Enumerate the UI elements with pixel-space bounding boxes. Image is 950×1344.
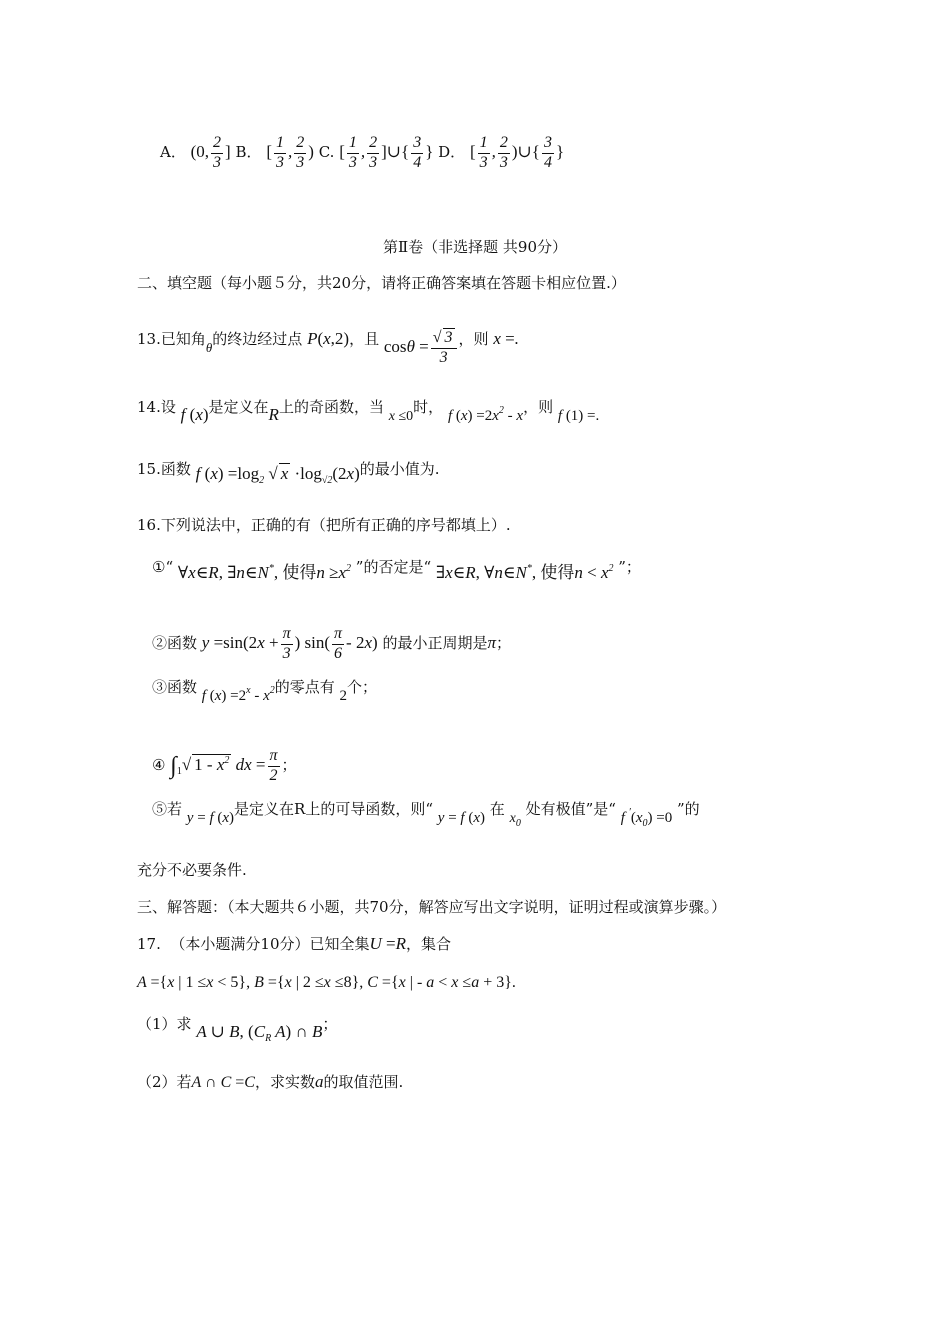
s3-count: 2 <box>339 688 348 704</box>
q17-part-2 <box>137 1073 403 1091</box>
q14-R: R <box>268 405 279 424</box>
q14-def: f $(x) =2x^2 - x$ <box>447 405 524 424</box>
q14-answer: f (1) =. <box>557 408 600 424</box>
s5-text-2: 在 <box>489 800 505 818</box>
q16-statement-1: ①“ ∀x∈R, ∃n∈N*, 使得$n \ge x^2$ ”的否定是“ ∃x∈R, ∀n∈N*, 使得$n < x^2$ ”； <box>152 558 641 582</box>
s5-function-2: y = f (x) <box>437 810 486 826</box>
q17-part-1: （1）求 A ∪ B, ($C_R$ A) ∩ B； <box>137 1015 338 1044</box>
question-15 <box>137 460 440 486</box>
q17-text-1: （本小题满分10分）已知全集 <box>170 935 370 953</box>
q17-part-1-math: A ∪ B, ($C_R$ A) ∩ B <box>196 1022 323 1044</box>
s1-proposition: ∀x∈R, ∃n∈N*, 使得$n \ge x^2$ <box>177 563 351 582</box>
q13-text-3: ，且 <box>349 330 380 349</box>
s3-text-1: 的零点有 <box>274 678 335 696</box>
answer-choices <box>160 135 564 172</box>
q17-part-1-text: （1）求 <box>137 1015 192 1033</box>
q17-text-2: ，集合 <box>406 935 452 953</box>
q14-text-1: 设 <box>160 398 176 416</box>
section2-title: 第Ⅱ卷（非选择题 共90分） <box>382 238 568 256</box>
q16-statement-4: ④ $\int_1√$ $1 - x^2$ dx = $\frac{\pi}{2}$ ； <box>152 747 297 784</box>
s5-x0: $x_0$ <box>509 811 521 829</box>
q15-number: 15. <box>137 460 161 478</box>
q13-cos: cosθ = $\frac{√ 3}{3}$ <box>384 337 459 356</box>
section3-heading: 三、解答题：（本大题共６小题，共70分，解答应写出文字说明，证明过程或演算步骤。） <box>137 898 727 916</box>
s4-integral: $\int_1√$ $1 - x^2$ dx = $\frac{\pi}{2}$ <box>170 747 278 784</box>
q16-number: 16. <box>137 516 161 534</box>
choice-c-label: C. <box>318 143 335 162</box>
choice-a-label: A． <box>160 143 186 162</box>
q17-sets <box>137 975 516 991</box>
q14-cond: x ≤0 <box>388 409 414 424</box>
q17-universe: U =R <box>369 934 407 953</box>
q13-text-4: ，则 <box>458 330 489 349</box>
s5-derivative: f $'(x_0) =0$ <box>620 807 673 829</box>
choice-b-label: B． <box>235 143 262 162</box>
s2-function: y =sin(2x + $\frac{\pi}{3}$ ) sin( $\frac{\pi}{6}$ - 2x) <box>201 625 378 662</box>
s2-pi: π <box>487 633 496 653</box>
s5-text-5: 充分不必要条件. <box>137 861 247 879</box>
q17-part-2-text: （2）若 <box>137 1073 192 1091</box>
q17-number: 17. <box>137 935 161 953</box>
s5-mark: ⑤若 <box>152 800 183 818</box>
q16-statement-3 <box>152 678 378 704</box>
question-16 <box>137 518 511 533</box>
q13-text-2: 的终边经过点 <box>212 330 303 349</box>
q17-part-2-cond: A ∩ C =C <box>191 1074 255 1091</box>
q14-text-4: 时， <box>413 398 444 416</box>
q15-text-1: 函数 <box>160 460 191 478</box>
q13-number: 13. <box>137 330 161 349</box>
question-13 <box>137 322 519 366</box>
section2-heading: 二、填空题（每小题５分，共20分，请将正确答案填在答题卡相应位置.） <box>137 274 626 292</box>
q15-text-2: 的最小值为. <box>359 460 440 478</box>
q14-text-5: ，则 <box>523 398 554 416</box>
q17-part-2-text-2: 的取值范围. <box>323 1073 404 1091</box>
q13-answer: x =. <box>493 329 519 349</box>
q13-text-1: 已知角 <box>160 330 206 349</box>
choice-a-math: (0, $\frac{2}{3}$ ] <box>190 134 231 171</box>
q16-statement-2: ②函数 y =sin(2x + $\frac{\pi}{3}$ ) sin( $\frac{\pi}{6}$ - 2x) 的最小正周期是π； <box>152 625 512 662</box>
s1-mark: ① <box>152 558 166 576</box>
s5-function: y = f (x) <box>186 810 235 826</box>
s5-text-4: ”的 <box>677 800 700 818</box>
q14-fx: f (x) <box>180 405 209 424</box>
q16-text-1: 下列说法中，正确的有（把所有正确的序号都填上）. <box>160 516 511 534</box>
s4-mark: ④ <box>152 756 166 775</box>
s1-negation: ∃x∈R, ∀n∈N*, 使得$n < x^2$ <box>435 563 614 582</box>
s2-mark: ②函数 <box>152 634 198 653</box>
choice-d-math: [ $\frac{1}{3}$ , $\frac{2}{3}$ )∪{ $\frac{3}{4}$ } <box>469 134 565 171</box>
s5-text-1: 是定义在R上的可导函数，则“ <box>234 800 433 818</box>
q17-part-2-a: a <box>314 1072 324 1091</box>
q16-statement-5 <box>152 800 700 829</box>
q17-set-definitions: A ={x | 1 ≤x < 5}, B ={x | 2 ≤x ≤8}, C ={x | - a < x ≤a + 3}. <box>137 974 516 991</box>
question-14 <box>137 398 600 424</box>
s1-text-1: 的否定是 <box>363 558 424 576</box>
s5-text-3: 处有极值”是“ <box>525 800 616 818</box>
question-17 <box>137 935 451 952</box>
q15-function: f $(x) =\log_2$ √ $x \cdot\log_{√2}(2x)$ <box>195 464 360 486</box>
s2-text-1: 的最小正周期是 <box>382 634 488 653</box>
q14-number: 14. <box>137 398 161 416</box>
q13-point: P(x,2) <box>307 329 350 349</box>
choice-c-math: [ $\frac{1}{3}$ , $\frac{2}{3}$ ]∪{ $\frac{3}{4}$ } <box>339 134 434 171</box>
choice-b-math: [ $\frac{1}{3}$ , $\frac{2}{3}$ ) <box>266 134 314 171</box>
q13-theta: θ <box>205 340 213 356</box>
s3-function: f $(x) =2^x - x^2$ <box>201 685 275 704</box>
q17-part-2-text-1: ，求实数 <box>254 1073 315 1091</box>
s3-mark: ③函数 <box>152 678 198 696</box>
s3-text-2: 个； <box>347 678 378 696</box>
q14-text-2: 是定义在 <box>208 398 269 416</box>
choice-d-label: D． <box>438 143 466 162</box>
q14-text-3: 上的奇函数，当 <box>278 398 384 416</box>
